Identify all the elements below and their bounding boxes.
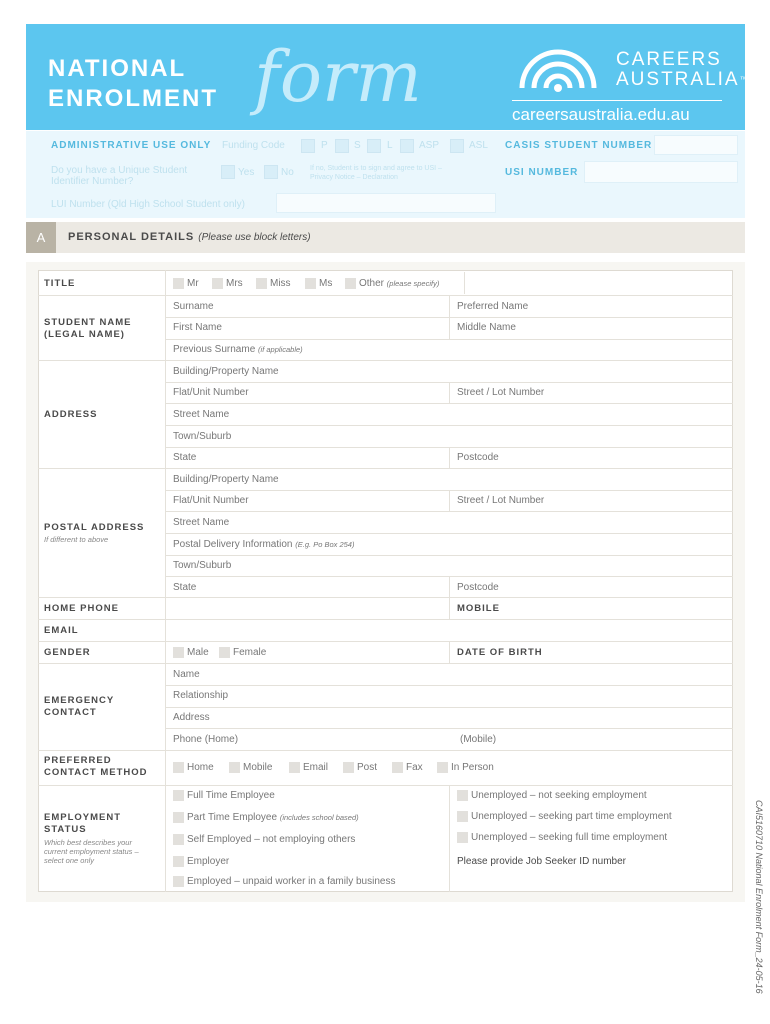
pcm-email-label: Email [303,762,329,773]
unemp-full-time-label: Unemployed – seeking full time employment [471,832,668,843]
previous-surname-field[interactable]: Previous Surname (if applicable) [173,344,303,355]
unemp-full-time-checkbox[interactable] [457,832,468,843]
unemp-part-time-checkbox[interactable] [457,811,468,822]
gender-male-checkbox[interactable] [173,647,184,658]
postal-street-name-field[interactable]: Street Name [173,517,230,528]
careers-australia-logo-icon [512,38,604,96]
usi-number-label: USI NUMBER [505,167,579,178]
section-title: PERSONAL DETAILS (Please use block letters) [68,231,311,243]
title-ms-label: Ms [319,278,333,289]
address-flat-field[interactable]: Flat/Unit Number [173,387,249,398]
pcm-email-checkbox[interactable] [289,762,300,773]
unemp-not-seeking-label: Unemployed – not seeking employment [471,790,647,801]
lui-number-field[interactable] [276,193,496,213]
postal-flat-field[interactable]: Flat/Unit Number [173,495,249,506]
dob-label: DATE OF BIRTH [457,647,543,658]
code-asl-checkbox[interactable] [450,139,464,153]
code-s-checkbox[interactable] [335,139,349,153]
emp-employer-checkbox[interactable] [173,856,184,867]
title-miss-checkbox[interactable] [256,278,267,289]
emp-part-time-checkbox[interactable] [173,812,184,823]
title-miss-label: Miss [270,278,291,289]
ec-name-field[interactable]: Name [173,669,200,680]
email-label: EMAIL [44,625,79,636]
mobile-label: MOBILE [457,603,500,614]
preferred-contact-label: PREFERRED CONTACT METHOD [44,755,148,778]
address-street-name-field[interactable]: Street Name [173,409,230,420]
pcm-home-checkbox[interactable] [173,762,184,773]
section-letter: A [26,222,56,253]
emp-self-employed-label: Self Employed – not employing others [187,834,356,845]
employment-status-note: Which best describes your current employment status – select one only [44,838,139,865]
code-asp-checkbox[interactable] [400,139,414,153]
jobseeker-id-field[interactable]: Please provide Job Seeker ID number [457,856,626,867]
first-name-field[interactable]: First Name [173,322,222,333]
title-mr-checkbox[interactable] [173,278,184,289]
gender-female-label: Female [233,647,267,658]
form-code-side-text: CAI5160710 National Enrolment Form_24-05-16 [754,800,764,994]
surname-field[interactable]: Surname [173,301,214,312]
emp-unpaid-checkbox[interactable] [173,876,184,887]
postal-address-note: If different to above [44,535,109,544]
header-rule [512,100,722,101]
code-asl-label: ASL [469,140,488,151]
usi-note: If no, Student is to sign and agree to USI – Privacy Notice – Declaration [310,165,442,181]
address-street-lot-field[interactable]: Street / Lot Number [457,387,545,398]
pcm-mobile-label: Mobile [243,762,273,773]
postal-state-field[interactable]: State [173,582,197,593]
usi-question: Do you have a Unique Student Identifier Number? [51,165,188,187]
unemp-not-seeking-checkbox[interactable] [457,790,468,801]
emp-unpaid-label: Employed – unpaid worker in a family business [187,876,396,887]
title-mrs-checkbox[interactable] [212,278,223,289]
casis-number-label: CASIS STUDENT NUMBER [505,140,653,151]
pcm-in-person-checkbox[interactable] [437,762,448,773]
code-s-label: S [354,140,361,151]
pcm-mobile-checkbox[interactable] [229,762,240,773]
home-phone-label: HOME PHONE [44,603,119,614]
gender-male-label: Male [187,647,209,658]
code-p-label: P [321,140,328,151]
address-town-field[interactable]: Town/Suburb [173,431,232,442]
pcm-fax-label: Fax [406,762,423,773]
form-title-script: form [254,36,422,118]
address-postcode-field[interactable]: Postcode [457,452,499,463]
gender-label: GENDER [44,647,91,658]
postal-street-lot-field[interactable]: Street / Lot Number [457,495,545,506]
address-building-field[interactable]: Building/Property Name [173,366,279,377]
casis-number-field[interactable] [654,135,738,155]
code-l-label: L [387,140,393,151]
postal-building-field[interactable]: Building/Property Name [173,474,279,485]
ec-relationship-field[interactable]: Relationship [173,690,229,701]
middle-name-field[interactable]: Middle Name [457,322,516,333]
student-name-label: STUDENT NAME (LEGAL NAME) [44,317,132,340]
code-asp-label: ASP [419,140,440,151]
lui-number-label: LUI Number (Qld High School Student only) [51,199,245,210]
usi-no-checkbox[interactable] [264,165,278,179]
postal-postcode-field[interactable]: Postcode [457,582,499,593]
form-title: NATIONAL ENROLMENT [48,55,218,112]
title-label: TITLE [44,278,76,289]
code-l-checkbox[interactable] [367,139,381,153]
pcm-home-label: Home [187,762,214,773]
title-mr-label: Mr [187,278,199,289]
header-banner [26,24,750,130]
pcm-post-checkbox[interactable] [343,762,354,773]
admin-use-panel [26,131,745,218]
usi-yes-label: Yes [238,167,255,178]
title-ms-checkbox[interactable] [305,278,316,289]
postal-address-label: POSTAL ADDRESS [44,522,145,533]
emp-full-time-label: Full Time Employee [187,790,275,801]
admin-use-label: ADMINISTRATIVE USE ONLY [51,140,212,151]
pcm-in-person-label: In Person [451,762,494,773]
ec-phone-field[interactable]: Phone (Home) [173,734,239,745]
pcm-fax-checkbox[interactable] [392,762,403,773]
usi-no-label: No [281,167,294,178]
usi-yes-checkbox[interactable] [221,165,235,179]
employment-status-label: EMPLOYMENT STATUS [44,812,122,835]
emp-full-time-checkbox[interactable] [173,790,184,801]
usi-number-field[interactable] [584,161,738,183]
postal-delivery-field[interactable]: Postal Delivery Information (E.g. Po Box 254) [173,539,355,550]
ec-address-field[interactable]: Address [173,712,210,723]
address-label: ADDRESS [44,409,98,420]
unemp-part-time-label: Unemployed – seeking part time employment [471,811,672,822]
code-p-checkbox[interactable] [301,139,315,153]
emp-part-time-label: Part Time Employee (includes school based) [187,812,359,823]
preferred-name-field[interactable]: Preferred Name [457,301,529,312]
section-a-header [26,222,745,253]
gender-female-checkbox[interactable] [219,647,230,658]
pcm-post-label: Post [357,762,378,773]
address-state-field[interactable]: State [173,452,197,463]
emp-employer-label: Employer [187,856,230,867]
title-other-label: Other (please specify) [359,278,440,289]
emergency-contact-label: EMERGENCY CONTACT [44,695,115,718]
emp-self-employed-checkbox[interactable] [173,834,184,845]
postal-town-field[interactable]: Town/Suburb [173,560,232,571]
funding-code-label: Funding Code [222,140,285,151]
title-other-checkbox[interactable] [345,278,356,289]
title-mrs-label: Mrs [226,278,243,289]
ec-mobile-field[interactable]: (Mobile) [460,734,497,745]
brand-name: CAREERS AUSTRALIA™ [616,49,750,90]
website-url: careersaustralia.edu.au [512,105,690,124]
